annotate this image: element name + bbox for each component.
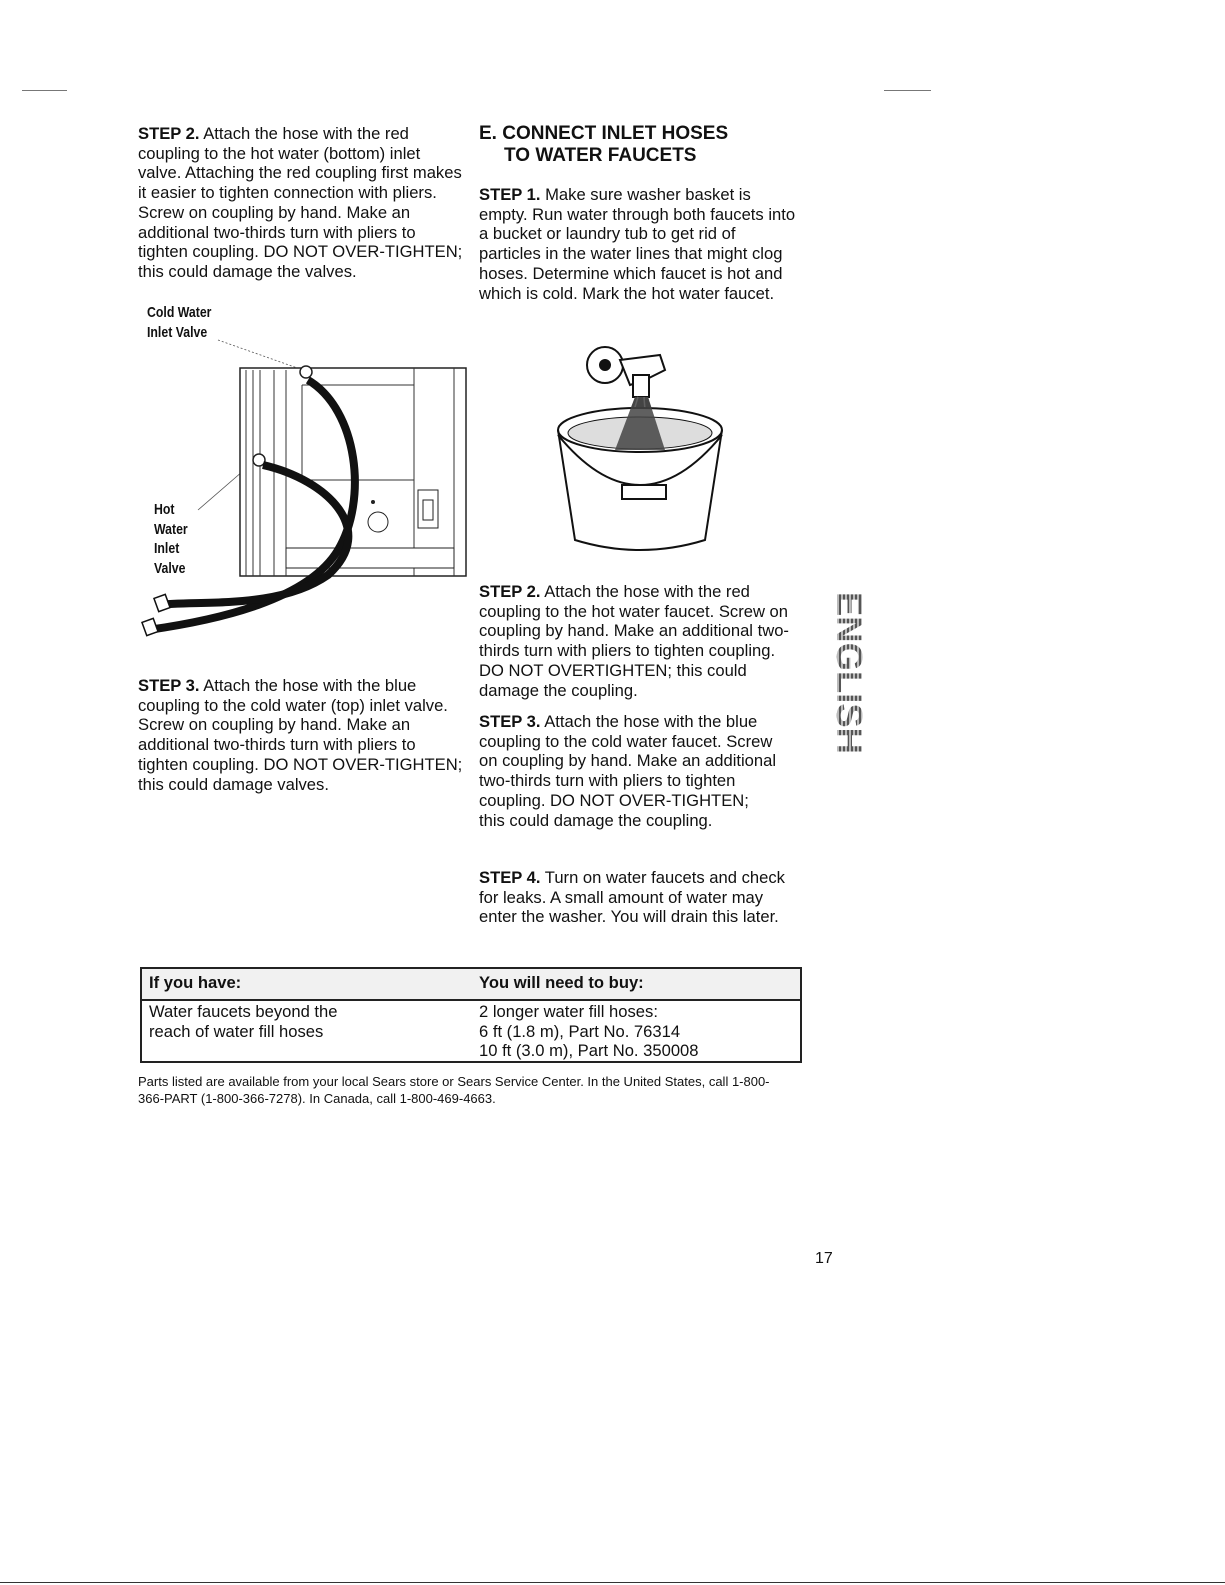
right-step3-paragraph	[479, 712, 779, 830]
page-number: 17	[815, 1250, 833, 1267]
left-step3-paragraph	[138, 676, 464, 794]
step-text: Attach the hose with the red coupling to the hot water (bottom) inlet valve. Attaching the red coupling first makes it easier to tighten connection with pliers. Screw on coupling by hand. Make an additional two-thirds turn with pliers to tighten coupling. DO NOT OVER-TIGHTEN; this could damage the valves.	[138, 124, 463, 281]
table-header-row	[142, 969, 800, 1001]
washer-inlet-figure	[138, 300, 478, 645]
parts-footnote: Parts listed are available from your local Sears store or Sears Service Center. In the United States, call 1-800-366-PART (1-800-366-7278). In Canada, call 1-800-469-4663.	[138, 1074, 770, 1106]
section-heading-line2: TO WATER FAUCETS	[504, 145, 697, 166]
table-cell-condition: Water faucets beyond the reach of water fill hoses	[149, 1002, 338, 1041]
language-side-tab	[797, 586, 870, 762]
faucet-bucket-illustration	[550, 335, 730, 560]
cold-water-callout: Cold Water Inlet Valve	[147, 304, 212, 341]
step-label: STEP 4.	[479, 868, 541, 887]
step-text: Turn on water faucets and check for leaks. A small amount of water may enter the washer. You will drain this later.	[479, 868, 785, 927]
step-label: STEP 3.	[479, 712, 541, 731]
hot-water-callout: Hot Water Inlet Valve	[154, 501, 188, 577]
step-text: Attach the hose with the red coupling to the hot water faucet. Screw on coupling by hand. Make an additional two-thirds turn with pliers to tighten coupling. DO NOT OVERTIGHTEN; this could damage the coupling.	[479, 582, 789, 700]
parts-table	[140, 967, 802, 1063]
step-text: Attach the hose with the blue coupling to the cold water (top) inlet valve. Screw on coupling by hand. Make an additional two-thirds turn with pliers to tighten coupling. DO NOT OVER-TIGHTEN; this could damage valves.	[138, 676, 463, 794]
step-label: STEP 1.	[479, 185, 541, 204]
step-label: STEP 2.	[138, 124, 200, 143]
table-cell-parts: 2 longer water fill hoses: 6 ft (1.8 m), Part No. 76314 10 ft (3.0 m), Part No. 350008	[479, 1002, 699, 1061]
right-step1-paragraph	[479, 185, 797, 303]
step-text: Attach the hose with the blue coupling to the cold water faucet. Screw on coupling by hand. Make an additional two-thirds turn with pliers to tighten coupling. DO NOT OVER-TIGHTEN; this could damage the coupling.	[479, 712, 777, 830]
washer-back-illustration	[138, 300, 478, 645]
table-header-need-to-buy: You will need to buy:	[479, 973, 644, 992]
side-tab-text: ENGLISH	[829, 592, 870, 753]
step-label: STEP 2.	[479, 582, 541, 601]
table-header-if-you-have: If you have:	[149, 973, 242, 992]
left-step2-paragraph	[138, 124, 464, 282]
section-heading-line1: E. CONNECT INLET HOSES	[479, 123, 729, 144]
step-text: Make sure washer basket is empty. Run water through both faucets into a bucket or laundry tub to get rid of particles in the water lines that might clog hoses. Determine which faucet is hot and which is cold. Mark the hot water faucet.	[479, 185, 796, 303]
step-label: STEP 3.	[138, 676, 200, 695]
top-right-rule	[884, 90, 931, 91]
right-step2-paragraph	[479, 582, 797, 700]
right-step4-paragraph	[479, 868, 797, 927]
top-left-rule	[22, 90, 67, 91]
bottom-rule	[0, 1582, 1225, 1583]
